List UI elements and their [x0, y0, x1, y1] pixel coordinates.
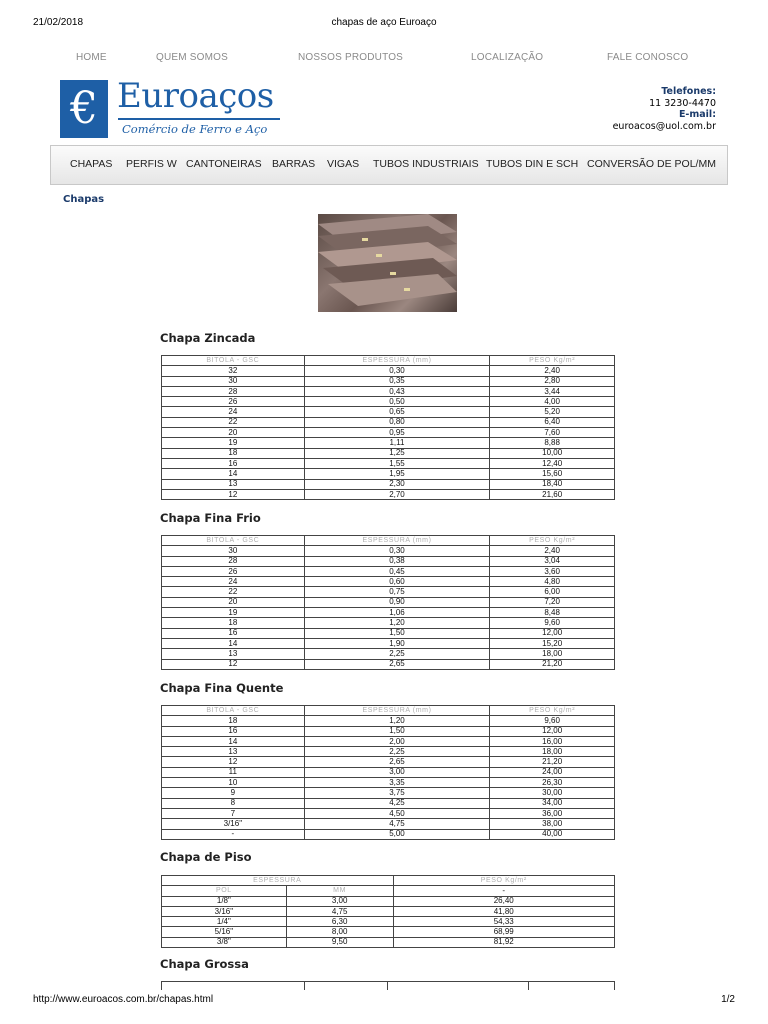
table-row [162, 829, 615, 839]
table-cell: 1,95 [304, 469, 490, 479]
table-row [162, 726, 615, 736]
print-header [0, 17, 768, 31]
table-subheader-row [162, 886, 615, 896]
table-cell: 13 [162, 479, 305, 489]
table-cell: 4,75 [286, 906, 393, 916]
table-cell: 19 [162, 438, 305, 448]
menu-perfis-w[interactable]: PERFIS W [126, 158, 177, 170]
table-cell: 4,00 [490, 397, 615, 407]
table-cell: 16,00 [490, 736, 615, 746]
table-row [162, 896, 615, 906]
table-cell: 32 [162, 366, 305, 376]
table-cell: 12,40 [490, 458, 615, 468]
table-row [162, 638, 615, 648]
breadcrumb: Chapas [63, 194, 105, 205]
table-row [162, 798, 615, 808]
table-cell: 18,00 [490, 649, 615, 659]
table-cell: 2,25 [304, 747, 490, 757]
email-label: E-mail: [678, 109, 716, 120]
table-cell: 7 [162, 808, 305, 818]
table-cell: 3,00 [286, 896, 393, 906]
table-row [162, 716, 615, 726]
table-cell: 0,35 [304, 376, 490, 386]
section-title-fina-quente: Chapa Fina Quente [160, 681, 284, 695]
main-menu [50, 145, 728, 185]
section-title-piso: Chapa de Piso [160, 850, 252, 864]
table-cell: 0,30 [304, 366, 490, 376]
logo-divider [118, 118, 280, 120]
table-cell: 1,11 [304, 438, 490, 448]
table-cell: 26,30 [490, 778, 615, 788]
table-cell: 26 [162, 397, 305, 407]
table-cell: 22 [162, 587, 305, 597]
menu-vigas[interactable]: VIGAS [327, 158, 360, 170]
table-cell: 1,50 [304, 726, 490, 736]
table-cell: 26 [162, 566, 305, 576]
section-title-grossa: Chapa Grossa [160, 957, 249, 971]
table-cell: 3/8" [162, 937, 287, 947]
table-cell: 28 [162, 556, 305, 566]
print-title: chapas de aço Euroaço [331, 17, 437, 28]
table-cell [162, 982, 305, 990]
site-logo[interactable] [60, 76, 290, 140]
table-cell: 0,60 [304, 577, 490, 587]
col-bitola: BITOLA - GSC [162, 706, 305, 716]
table-cell: 1,20 [304, 716, 490, 726]
table-cell: 30 [162, 546, 305, 556]
table-cell [529, 982, 615, 990]
table-row [162, 659, 615, 669]
table-cell: 13 [162, 747, 305, 757]
table-cell: 4,75 [304, 819, 490, 829]
col-espessura: ESPESSURA (mm) [304, 356, 490, 366]
menu-barras[interactable]: BARRAS [272, 158, 316, 170]
table-cell: 4,50 [304, 808, 490, 818]
phone-number: 11 3230-4470 [649, 97, 716, 109]
table-row [162, 469, 615, 479]
table-cell: 9,50 [286, 937, 393, 947]
col-peso: PESO Kg/m² [490, 536, 615, 546]
table-cell: 12,00 [490, 726, 615, 736]
table-cell: 3,00 [304, 767, 490, 777]
table-header-row [162, 536, 615, 546]
table-cell: 14 [162, 469, 305, 479]
steel-plates-photo [318, 214, 457, 312]
print-url: http://www.euroacos.com.br/chapas.html [33, 994, 214, 1005]
table-cell: 0,50 [304, 397, 490, 407]
nav-localizacao[interactable]: LOCALIZAÇÃO [471, 52, 544, 63]
euro-logo-icon: € [60, 80, 108, 138]
table-cell: 8,48 [490, 608, 615, 618]
table-cell: 0,45 [304, 566, 490, 576]
table-cell: 3,35 [304, 778, 490, 788]
table-piso [161, 875, 615, 948]
table-row [162, 577, 615, 587]
col-bitola: BITOLA - GSC [162, 356, 305, 366]
table-cell: 12 [162, 489, 305, 499]
table-row [162, 386, 615, 396]
table-row [162, 587, 615, 597]
top-nav [0, 52, 768, 66]
table-cell: 2,40 [490, 366, 615, 376]
table-cell: 18,00 [490, 747, 615, 757]
table-cell: 2,25 [304, 649, 490, 659]
table-body [162, 716, 615, 840]
table-cell: 7,60 [490, 428, 615, 438]
table-header-row [162, 356, 615, 366]
col-pol: POL [162, 886, 287, 896]
table-body [162, 546, 615, 670]
table-cell: 8 [162, 798, 305, 808]
table-cell: 20 [162, 428, 305, 438]
table-cell: 11 [162, 767, 305, 777]
table-cell: 38,00 [490, 819, 615, 829]
nav-fale-conosco[interactable]: FALE CONOSCO [607, 52, 689, 63]
table-cell: 26,40 [393, 896, 615, 906]
table-cell: 36,00 [490, 808, 615, 818]
table-cell: 14 [162, 638, 305, 648]
table-cell: 0,38 [304, 556, 490, 566]
col-peso: PESO Kg/m² [490, 356, 615, 366]
table-cell: 0,65 [304, 407, 490, 417]
table-cell: 18 [162, 618, 305, 628]
table-cell: 16 [162, 458, 305, 468]
table-cell: 81,92 [393, 937, 615, 947]
table-cell: 14 [162, 736, 305, 746]
table-cell: 12,00 [490, 628, 615, 638]
table-row [162, 546, 615, 556]
table-row [162, 906, 615, 916]
table-cell: 22 [162, 417, 305, 427]
table-zincada [161, 355, 615, 500]
table-cell: 0,80 [304, 417, 490, 427]
table-cell: 9,60 [490, 716, 615, 726]
logo-tagline: Comércio de Ferro e Aço [122, 122, 268, 136]
table-cell: 18 [162, 716, 305, 726]
table-cell: 3/16" [162, 906, 287, 916]
table-cell: 1/8" [162, 896, 287, 906]
table-cell: 0,43 [304, 386, 490, 396]
table-cell: 24 [162, 577, 305, 587]
menu-cantoneiras[interactable]: CANTONEIRAS [186, 158, 262, 170]
table-cell: 1/4" [162, 917, 287, 927]
table-cell: 30,00 [490, 788, 615, 798]
table-cell: 21,60 [490, 489, 615, 499]
table-row [162, 417, 615, 427]
print-date: 21/02/2018 [33, 17, 84, 28]
table-cell: 12 [162, 757, 305, 767]
table-cell: 0,75 [304, 587, 490, 597]
table-cell: 41,80 [393, 906, 615, 916]
col-bitola: BITOLA - GSC [162, 536, 305, 546]
table-row [162, 808, 615, 818]
table-cell: 0,30 [304, 546, 490, 556]
table-row [162, 428, 615, 438]
table-cell: 3,44 [490, 386, 615, 396]
table-cell: 0,90 [304, 597, 490, 607]
contact-info [613, 86, 716, 132]
phones-label: Telefones: [661, 86, 716, 97]
table-row [162, 376, 615, 386]
table-cell: 30 [162, 376, 305, 386]
table-row [162, 407, 615, 417]
table-body [162, 366, 615, 500]
table-grossa [161, 981, 615, 990]
table-cell: 15,20 [490, 638, 615, 648]
table-cell: 13 [162, 649, 305, 659]
col-peso: PESO Kg/m² [490, 706, 615, 716]
table-cell: 2,65 [304, 659, 490, 669]
logo-name: Euroaços [117, 76, 274, 116]
table-cell: 21,20 [490, 659, 615, 669]
menu-tubos-din-sch[interactable]: TUBOS DIN E SCH [486, 158, 579, 170]
table-cell: 0,95 [304, 428, 490, 438]
table-row [162, 757, 615, 767]
table-cell: 2,00 [304, 736, 490, 746]
table-row [162, 649, 615, 659]
table-cell: 4,25 [304, 798, 490, 808]
table-row [162, 788, 615, 798]
table-row [162, 458, 615, 468]
table-cell: 21,20 [490, 757, 615, 767]
print-page-number: 1/2 [721, 994, 735, 1005]
table-cell: 2,65 [304, 757, 490, 767]
table-fina-quente [161, 705, 615, 840]
table-cell: 12 [162, 659, 305, 669]
table-row [162, 927, 615, 937]
table-cell: - [162, 829, 305, 839]
nav-quem-somos[interactable]: QUEM SOMOS [156, 52, 229, 63]
table-cell: 19 [162, 608, 305, 618]
table-cell: 6,30 [286, 917, 393, 927]
menu-tubos-industriais[interactable]: TUBOS INDUSTRIAIS [373, 158, 479, 170]
table-cell: 34,00 [490, 798, 615, 808]
table-row [162, 747, 615, 757]
table-cell: 10,00 [490, 448, 615, 458]
nav-nossos-produtos[interactable]: NOSSOS PRODUTOS [298, 52, 404, 63]
table-cell: 6,00 [490, 587, 615, 597]
table-cell [304, 982, 388, 990]
col-espessura: ESPESSURA (mm) [304, 536, 490, 546]
table-cell: 6,40 [490, 417, 615, 427]
section-title-fina-frio: Chapa Fina Frio [160, 511, 261, 525]
table-cell: 2,40 [490, 546, 615, 556]
table-cell: 8,00 [286, 927, 393, 937]
table-cell: 9 [162, 788, 305, 798]
table-row [162, 628, 615, 638]
col-dash: - [393, 886, 615, 896]
table-cell [388, 982, 529, 990]
table-row [162, 767, 615, 777]
table-row [162, 937, 615, 947]
table-cell: 2,30 [304, 479, 490, 489]
table-cell: 20 [162, 597, 305, 607]
table-header-row [162, 706, 615, 716]
table-cell: 5,20 [490, 407, 615, 417]
table-cell: 18,40 [490, 479, 615, 489]
table-cell: 15,60 [490, 469, 615, 479]
menu-chapas[interactable]: CHAPAS [70, 158, 113, 170]
table-cell: 3,60 [490, 566, 615, 576]
table-row [162, 982, 615, 990]
col-mm: MM [286, 886, 393, 896]
table-row [162, 566, 615, 576]
table-cell: 1,50 [304, 628, 490, 638]
table-row [162, 597, 615, 607]
table-row [162, 917, 615, 927]
table-body [162, 896, 615, 947]
table-row [162, 736, 615, 746]
table-cell: 3,75 [304, 788, 490, 798]
table-row [162, 778, 615, 788]
table-cell: 18 [162, 448, 305, 458]
table-row [162, 366, 615, 376]
table-row [162, 438, 615, 448]
section-title-zincada: Chapa Zincada [160, 331, 256, 345]
table-header-row [162, 876, 615, 886]
table-cell: 5/16" [162, 927, 287, 937]
table-row [162, 618, 615, 628]
table-cell: 8,88 [490, 438, 615, 448]
table-cell: 1,20 [304, 618, 490, 628]
table-row [162, 819, 615, 829]
table-cell: 24,00 [490, 767, 615, 777]
table-cell: 3,04 [490, 556, 615, 566]
table-cell: 1,25 [304, 448, 490, 458]
table-cell: 16 [162, 628, 305, 638]
table-cell: 4,80 [490, 577, 615, 587]
table-cell: 16 [162, 726, 305, 736]
table-cell: 2,80 [490, 376, 615, 386]
col-espessura: ESPESSURA (mm) [304, 706, 490, 716]
table-cell: 3/16" [162, 819, 305, 829]
email-address[interactable]: euroacos@uol.com.br [612, 120, 716, 132]
table-cell: 5,00 [304, 829, 490, 839]
table-cell: 1,06 [304, 608, 490, 618]
nav-home[interactable]: HOME [76, 52, 107, 63]
table-cell: 28 [162, 386, 305, 396]
table-row [162, 489, 615, 499]
table-cell: 7,20 [490, 597, 615, 607]
table-row [162, 556, 615, 566]
col-peso: PESO Kg/m² [393, 876, 615, 886]
table-cell: 24 [162, 407, 305, 417]
table-cell: 9,60 [490, 618, 615, 628]
table-cell: 40,00 [490, 829, 615, 839]
table-cell: 68,99 [393, 927, 615, 937]
table-cell: 10 [162, 778, 305, 788]
table-cell: 1,90 [304, 638, 490, 648]
table-row [162, 448, 615, 458]
table-cell: 54,33 [393, 917, 615, 927]
table-row [162, 608, 615, 618]
col-espessura: ESPESSURA [162, 876, 394, 886]
table-fina-frio [161, 535, 615, 670]
table-row [162, 397, 615, 407]
table-cell: 2,70 [304, 489, 490, 499]
table-cell: 1,55 [304, 458, 490, 468]
menu-conversao-pol-mm[interactable]: CONVERSÃO DE POL/MM [587, 158, 716, 170]
table-row [162, 479, 615, 489]
